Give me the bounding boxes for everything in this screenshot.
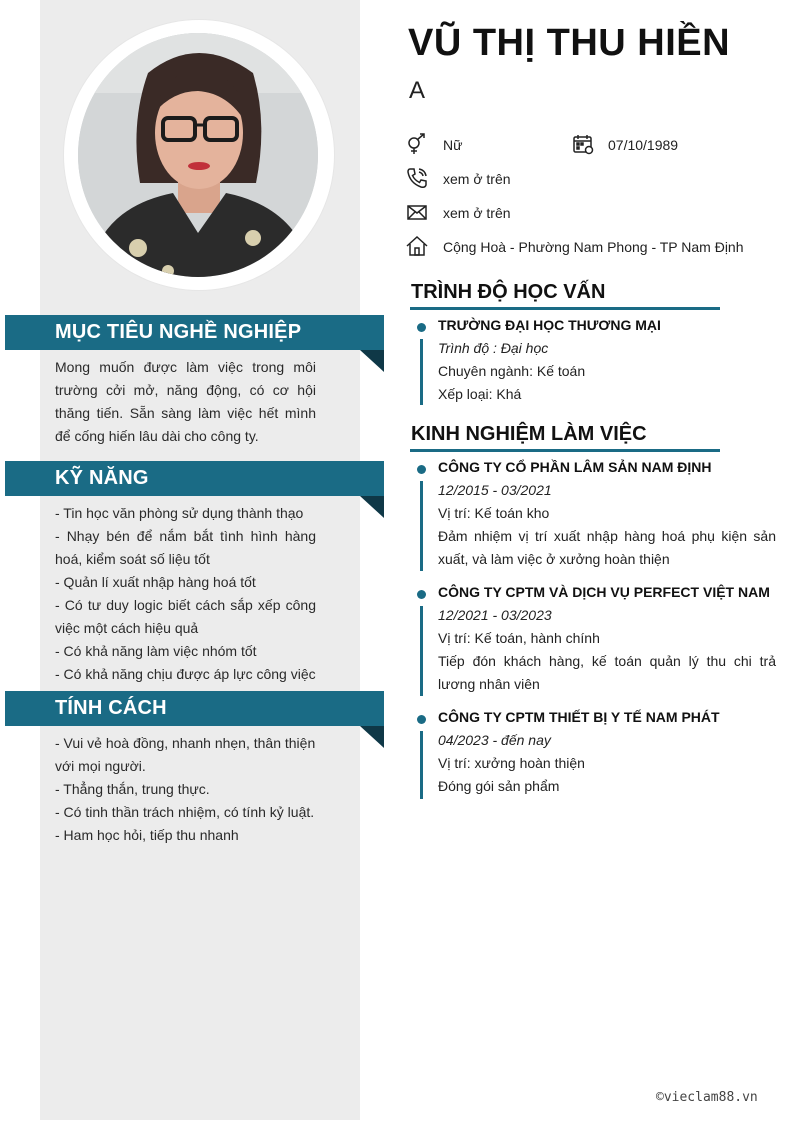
job-company: CÔNG TY CPTM VÀ DỊCH VỤ PERFECT VIỆT NAM xyxy=(438,584,770,600)
education-entry xyxy=(408,317,778,412)
skills-list xyxy=(55,502,316,686)
skills-section-header xyxy=(5,461,384,496)
watermark: ©vieclam88.vn xyxy=(656,1090,758,1105)
education-divider xyxy=(410,307,720,310)
personality-section-header xyxy=(5,691,384,726)
personality-list xyxy=(55,732,316,847)
timeline-line xyxy=(420,481,423,571)
job-position: Vị trí: Kế toán kho xyxy=(438,505,550,521)
list-item: - Quản lí xuất nhập hàng hoá tốt xyxy=(55,574,256,590)
list-item: - Có tư duy logic biết cách sắp xếp công việc một cách hiệu quả xyxy=(55,597,316,636)
skills-fold xyxy=(360,496,384,518)
timeline-line xyxy=(420,606,423,696)
objective-text: Mong muốn được làm việc trong môi trường cởi mở, năng động, có cơ hội thăng tiến. Sẵn sàng làm việc hết mình để cống hiến lâu dài cho công ty. xyxy=(55,359,316,444)
job-description: Tiếp đón khách hàng, kế toán quản lý thu chi trả lương nhân viên xyxy=(438,653,776,692)
calendar-icon xyxy=(572,133,594,155)
objective-title: MỤC TIÊU NGHỀ NGHIỆP xyxy=(55,321,302,343)
education-level: Trình độ : Đại học xyxy=(438,340,549,356)
phone-value: xem ở trên xyxy=(443,171,511,187)
education-title: TRÌNH ĐỘ HỌC VẤN xyxy=(411,281,606,303)
list-item: - Tin học văn phòng sử dụng thành thạo xyxy=(55,505,304,521)
education-grade: Xếp loại: Khá xyxy=(438,386,522,402)
personality-title: TÍNH CÁCH xyxy=(55,697,167,719)
list-item: - Có khả năng chịu được áp lực công việc xyxy=(55,666,316,682)
candidate-name: VŨ THỊ THU HIỀN xyxy=(408,22,731,64)
timeline-line xyxy=(420,731,423,799)
job-period: 12/2021 - 03/2023 xyxy=(438,607,552,623)
gender-icon xyxy=(406,133,428,155)
job-period: 04/2023 - đến nay xyxy=(438,732,551,748)
list-item: - Thẳng thắn, trung thực. xyxy=(55,781,210,797)
objective-section-header xyxy=(5,315,384,350)
job-description: Đóng gói sản phẩm xyxy=(438,778,560,794)
job-company: CÔNG TY CPTM THIẾT BỊ Y TẾ NAM PHÁT xyxy=(438,709,720,725)
personality-fold xyxy=(360,726,384,748)
list-item: - Ham học hỏi, tiếp thu nhanh xyxy=(55,827,239,843)
job-entry xyxy=(408,709,778,804)
job-entry xyxy=(408,459,778,574)
candidate-subtitle: A xyxy=(409,77,426,104)
job-position: Vị trí: Kế toán, hành chính xyxy=(438,630,600,646)
experience-title: KINH NGHIỆM LÀM VIỆC xyxy=(411,423,647,445)
home-icon xyxy=(406,235,428,257)
job-company: CÔNG TY CỔ PHẦN LÂM SẢN NAM ĐỊNH xyxy=(438,459,712,475)
objective-fold xyxy=(360,350,384,372)
job-entry xyxy=(408,584,778,699)
list-item: - Vui vẻ hoà đồng, nhanh nhẹn, thân thiện với mọi người. xyxy=(55,735,316,774)
address-value: Cộng Hoà - Phường Nam Phong - TP Nam Định xyxy=(443,239,744,255)
phone-icon xyxy=(406,167,428,189)
job-period: 12/2015 - 03/2021 xyxy=(438,482,552,498)
timeline-dot xyxy=(417,590,426,599)
list-item: - Có tinh thần trách nhiệm, có tính kỷ luật. xyxy=(55,804,315,820)
timeline-dot xyxy=(417,323,426,332)
avatar xyxy=(78,33,318,277)
list-item: - Nhạy bén để nắm bắt tình hình hàng hoá, kiểm soát số liệu tốt xyxy=(55,528,316,567)
experience-divider xyxy=(410,449,720,452)
timeline-line xyxy=(420,339,423,405)
skills-title: KỸ NĂNG xyxy=(55,467,149,489)
job-position: Vị trí: xưởng hoàn thiện xyxy=(438,755,585,771)
job-description: Đảm nhiệm vị trí xuất nhập hàng hoá phụ kiện sản xuất, và làm việc ở xưởng hoàn thiện xyxy=(438,528,776,567)
email-value: xem ở trên xyxy=(443,205,511,221)
mail-icon xyxy=(406,201,428,223)
list-item: - Có khả năng làm việc nhóm tốt xyxy=(55,643,257,659)
timeline-dot xyxy=(417,715,426,724)
gender-value: Nữ xyxy=(443,137,463,153)
education-major: Chuyên ngành: Kế toán xyxy=(438,363,586,379)
dob-value: 07/10/1989 xyxy=(608,137,679,153)
timeline-dot xyxy=(417,465,426,474)
school-name: TRƯỜNG ĐẠI HỌC THƯƠNG MẠI xyxy=(438,317,661,333)
